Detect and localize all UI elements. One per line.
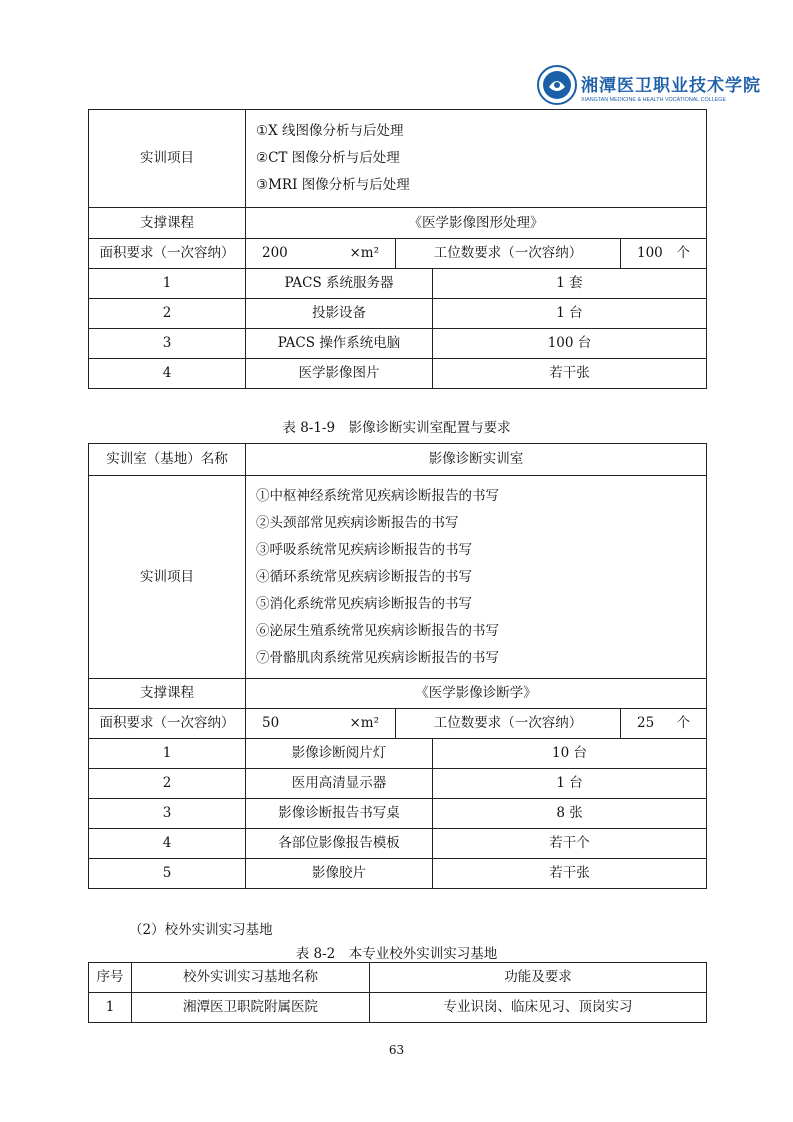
project-list xyxy=(246,110,707,208)
stations-unit: 个 xyxy=(676,245,690,262)
table-header-row xyxy=(89,963,707,993)
list-item: ②CT 图像分析与后处理 xyxy=(256,150,400,166)
equipment-quantity: 10 台 xyxy=(433,739,707,769)
area-unit: ×m² xyxy=(349,245,379,262)
list-item: ③呼吸系统常见疾病诊断报告的书写 xyxy=(256,541,472,558)
equipment-name: PACS 操作系统电脑 xyxy=(246,329,433,359)
column-header: 校外实训实习基地名称 xyxy=(132,963,370,993)
row-number: 2 xyxy=(89,299,246,329)
row-number: 4 xyxy=(89,359,246,389)
project-label: 实训项目 xyxy=(89,110,246,208)
equipment-name: 投影设备 xyxy=(246,299,433,329)
stations-label: 工位数要求（一次容纳） xyxy=(396,239,621,269)
row-number: 1 xyxy=(89,269,246,299)
course-label: 支撑课程 xyxy=(89,208,246,239)
section-heading: （2）校外实训实习基地 xyxy=(129,922,273,938)
list-item: ①中枢神经系统常见疾病诊断报告的书写 xyxy=(256,487,499,504)
column-header: 功能及要求 xyxy=(370,963,707,993)
list-item: ⑤消化系统常见疾病诊断报告的书写 xyxy=(256,595,472,612)
table-caption: 表 8-1-9 影像诊断实训室配置与要求 xyxy=(282,420,511,436)
stations-cell xyxy=(621,239,707,269)
table-external-bases xyxy=(88,962,707,1023)
project-list xyxy=(246,476,707,679)
list-item: ④循环系统常见疾病诊断报告的书写 xyxy=(256,568,472,585)
area-cell xyxy=(246,709,396,739)
list-item: ③MRI 图像分析与后处理 xyxy=(256,177,410,193)
table-row xyxy=(89,269,707,299)
equipment-name: 影像诊断阅片灯 xyxy=(246,739,433,769)
college-name xyxy=(581,71,761,103)
row-number: 5 xyxy=(89,859,246,889)
table-row xyxy=(89,359,707,389)
equipment-quantity: 8 张 xyxy=(433,799,707,829)
table-row xyxy=(89,769,707,799)
table-row xyxy=(89,799,707,829)
equipment-name: PACS 系统服务器 xyxy=(246,269,433,299)
row-number: 2 xyxy=(89,769,246,799)
row-number: 3 xyxy=(89,329,246,359)
list-item: ②头颈部常见疾病诊断报告的书写 xyxy=(256,514,459,531)
equipment-quantity: 若干个 xyxy=(433,829,707,859)
table-row xyxy=(89,299,707,329)
equipment-name: 影像诊断报告书写桌 xyxy=(246,799,433,829)
table-row xyxy=(89,329,707,359)
equipment-quantity: 1 台 xyxy=(433,299,707,329)
row-number: 4 xyxy=(89,829,246,859)
row-number: 3 xyxy=(89,799,246,829)
table-caption: 表 8-2 本专业校外实训实习基地 xyxy=(295,946,498,962)
base-function: 专业识岗、临床见习、顶岗实习 xyxy=(370,993,707,1023)
stations-value: 100 xyxy=(637,245,663,262)
area-label: 面积要求（一次容纳） xyxy=(89,239,246,269)
table-row xyxy=(89,859,707,889)
row-number: 1 xyxy=(89,739,246,769)
row-number: 1 xyxy=(89,993,132,1023)
list-item: ⑦骨骼肌肉系统常见疾病诊断报告的书写 xyxy=(256,649,499,666)
equipment-quantity: 若干张 xyxy=(433,859,707,889)
area-value: 200 xyxy=(262,245,288,262)
stations-unit: 个 xyxy=(676,715,691,732)
course-label: 支撑课程 xyxy=(89,679,246,709)
equipment-quantity: 若干张 xyxy=(433,359,707,389)
course-name: 《医学影像诊断学》 xyxy=(246,679,707,709)
table-row xyxy=(89,993,707,1023)
page-number: 63 xyxy=(388,1043,405,1057)
equipment-name: 医学影像图片 xyxy=(246,359,433,389)
course-name: 《医学影像图形处理》 xyxy=(246,208,707,239)
column-header: 序号 xyxy=(89,963,132,993)
stations-cell xyxy=(621,709,707,739)
area-cell xyxy=(246,239,396,269)
table-row xyxy=(89,829,707,859)
table-top xyxy=(88,109,707,389)
equipment-name: 影像胶片 xyxy=(246,859,433,889)
room-name: 影像诊断实训室 xyxy=(246,444,707,476)
list-item: ①X 线图像分析与后处理 xyxy=(256,123,404,139)
list-item: ⑥泌尿生殖系统常见疾病诊断报告的书写 xyxy=(256,622,499,639)
college-logo xyxy=(537,65,577,105)
room-label: 实训室（基地）名称 xyxy=(89,444,246,476)
area-unit: ×m² xyxy=(349,715,379,732)
project-label: 实训项目 xyxy=(89,476,246,679)
base-name: 湘潭医卫职院附属医院 xyxy=(132,993,370,1023)
equipment-quantity: 1 套 xyxy=(433,269,707,299)
equipment-name: 各部位影像报告模板 xyxy=(246,829,433,859)
equipment-quantity: 100 台 xyxy=(433,329,707,359)
stations-value: 25 xyxy=(637,715,655,732)
table-imaging-diagnosis xyxy=(88,443,707,889)
college-name-cn: 湘潭医卫职业技术学院 xyxy=(581,76,761,96)
equipment-name: 医用高清显示器 xyxy=(246,769,433,799)
area-value: 50 xyxy=(262,715,280,732)
area-label: 面积要求（一次容纳） xyxy=(89,709,246,739)
equipment-quantity: 1 台 xyxy=(433,769,707,799)
college-name-en: XIANGTAN MEDICINE & HEALTH VOCATIONAL COLLEGE xyxy=(581,97,727,103)
table-row xyxy=(89,739,707,769)
stations-label: 工位数要求（一次容纳） xyxy=(396,709,621,739)
